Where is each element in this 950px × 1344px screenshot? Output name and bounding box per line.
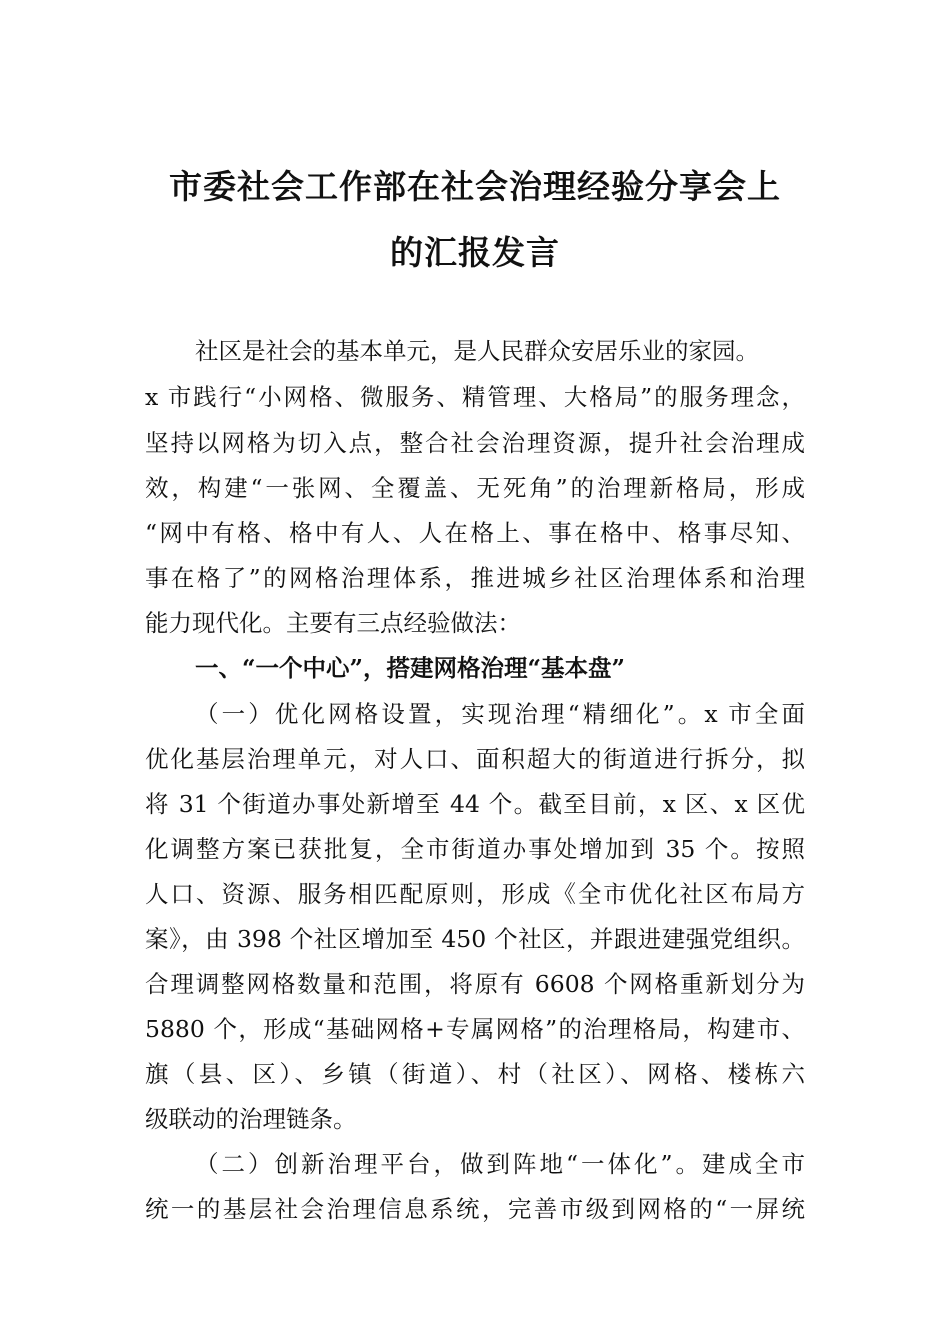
paragraph-1-line-2: x 市践行“小网格、微服务、精管理、大格局”的服务理念， — [145, 383, 805, 411]
paragraph-2-line-2: 优化基层治理单元，对人口、面积超大的街道进行拆分，拟 — [145, 745, 805, 773]
paragraph-2-line-8: 5880 个，形成“基础网格+专属网格”的治理格局，构建市、 — [145, 1015, 805, 1043]
paragraph-2-line-9: 旗（县、区）、乡镇（街道）、村（社区）、网格、楼栋六 — [145, 1060, 805, 1088]
paragraph-2-line-1: （一）优化网格设置，实现治理“精细化”。x 市全面 — [195, 700, 805, 728]
paragraph-1-line-1: 社区是社会的基本单元，是人民群众安居乐业的家园。 — [195, 337, 759, 365]
paragraph-1-line-3: 坚持以网格为切入点，整合社会治理资源，提升社会治理成 — [145, 429, 805, 457]
document-title-line-1: 市委社会工作部在社会治理经验分享会上 — [169, 167, 781, 206]
paragraph-3-line-2: 统一的基层社会治理信息系统，完善市级到网格的“一屏统 — [145, 1195, 805, 1223]
paragraph-2-line-6: 案》，由 398 个社区增加至 450 个社区，并跟进建强党组织。 — [145, 925, 805, 953]
paragraph-3-line-1: （二）创新治理平台，做到阵地“一体化”。建成全市 — [195, 1150, 805, 1178]
paragraph-1-line-7: 能力现代化。主要有三点经验做法： — [145, 609, 521, 637]
document-title-line-2: 的汇报发言 — [390, 233, 560, 272]
paragraph-1-line-4: 效，构建“一张网、全覆盖、无死角”的治理新格局，形成 — [145, 474, 805, 502]
paragraph-2-line-10: 级联动的治理链条。 — [145, 1105, 357, 1133]
paragraph-1-line-6: 事在格了”的网格治理体系，推进城乡社区治理体系和治理 — [145, 564, 805, 592]
paragraph-2-line-3: 将 31 个街道办事处新增至 44 个。截至目前，x 区、x 区优 — [145, 790, 805, 818]
section-heading-1: 一、“一个中心”，搭建网格治理“基本盘” — [195, 654, 626, 682]
paragraph-1-line-5: “网中有格、格中有人、人在格上、事在格中、格事尽知、 — [145, 519, 805, 547]
paragraph-2-line-4: 化调整方案已获批复，全市街道办事处增加到 35 个。按照 — [145, 835, 805, 863]
paragraph-2-line-7: 合理调整网格数量和范围，将原有 6608 个网格重新划分为 — [145, 970, 805, 998]
paragraph-2-line-5: 人口、资源、服务相匹配原则，形成《全市优化社区布局方 — [145, 880, 805, 908]
